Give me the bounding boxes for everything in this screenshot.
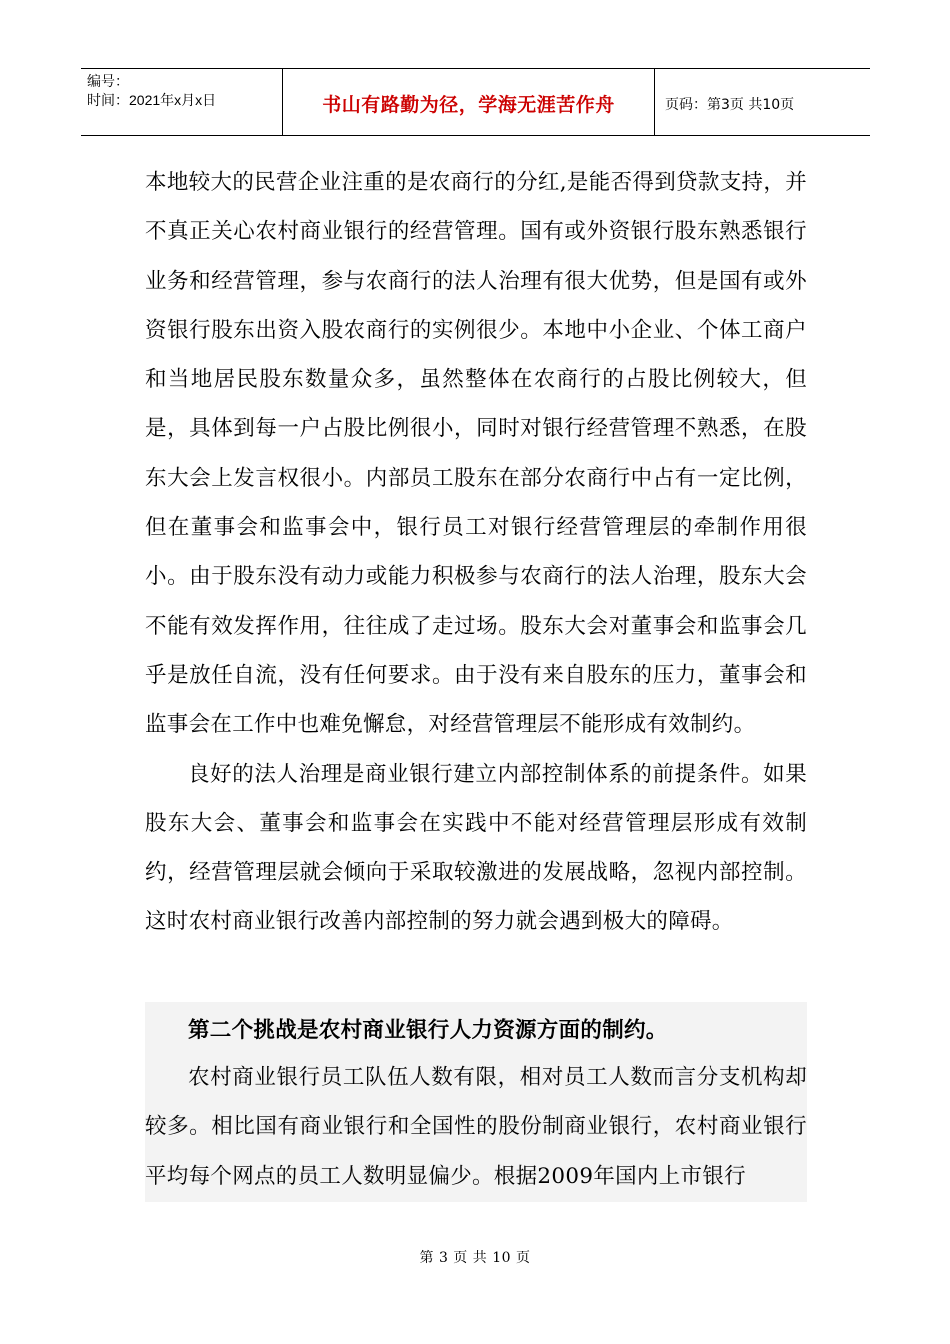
header-motto: 书山有路勤为径，学海无涯苦作舟 [322, 94, 615, 116]
paragraph-3: 农村商业银行员工队伍人数有限，相对员工人数而言分支机构却较多。相比国有商业银行和全国性的股份制商业银行，农村商业银行平均每个网点的员工人数明显偏少。根据2009年国内上市银行 [145, 1065, 807, 1189]
body-text-continued [145, 1008, 807, 1201]
paragraph-1: 本地较大的民营企业注重的是农商行的分红,是能否得到贷款支持，并不真正关心农村商业银行的经营管理。国有或外资银行股东熟悉银行业务和经营管理，参与农商行的法人治理有很大优势，但是国有或外资银行股东出资入股农商行的实例很少。本地中小企业、个体工商户和当地居民股东数量众多，虽然整体在农商行的占股比例较大，但是，具体到每一户占股比例很小，同时对银行经营管理不熟悉，在股东大会上发言权很小。内部员工股东在部分农商行中占有一定比例，但在董事会和监事会中，银行员工对银行经营管理层的牵制作用很小。由于股东没有动力或能力积极参与农商行的法人治理，股东大会不能有效发挥作用，往往成了走过场。股东大会对董事会和监事会几乎是放任自流，没有任何要求。由于没有来自股东的压力，董事会和监事会在工作中也难免懈怠，对经营管理层不能形成有效制约。 [145, 170, 807, 738]
page-footer: 第 3 页 共 10 页 [419, 1250, 531, 1266]
header-meta-cell [81, 69, 282, 135]
header-motto-cell [282, 69, 655, 135]
page-header [81, 68, 870, 136]
body-text [145, 158, 807, 947]
section-heading: 第二个挑战是农村商业银行人力资源方面的制约。 [188, 1018, 668, 1043]
document-time-label: 时间：2021年x月x日 [87, 92, 217, 108]
header-page-info: 页码：第3页 共10页 [665, 97, 795, 113]
document-number-label: 编号： [87, 73, 129, 89]
header-page-cell [655, 69, 870, 135]
paragraph-2: 良好的法人治理是商业银行建立内部控制体系的前提条件。如果股东大会、董事会和监事会在实践中不能对经营管理层形成有效制约，经营管理层就会倾向于采取较激进的发展战略，忽视内部控制。这时农村商业银行改善内部控制的努力就会遇到极大的障碍。 [145, 761, 807, 935]
